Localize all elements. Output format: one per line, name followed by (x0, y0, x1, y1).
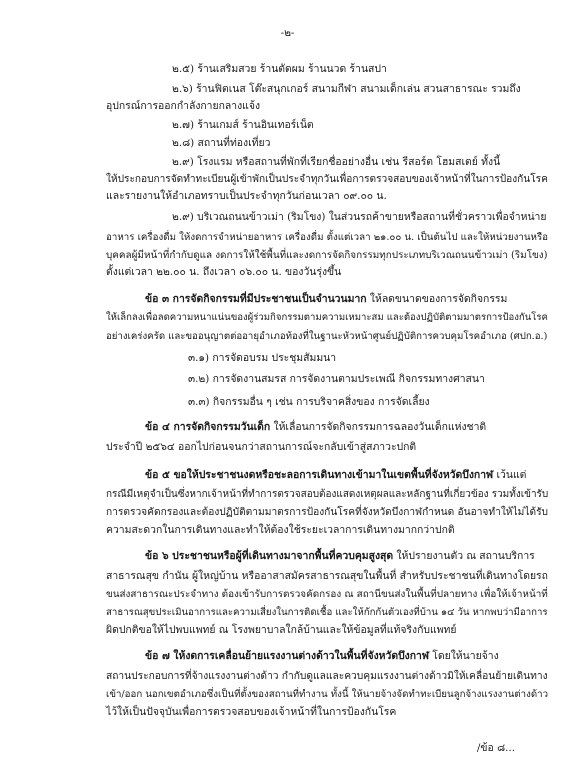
line-text: เว้นแต่ (493, 469, 527, 481)
line-text: ให้เล็กลงเพื่อลดความหนาแน่นของผู้ร่วมกิจกรรมตามความเหมาะสม และต้องปฏิบัติตามมาตรการป้องกันโรค (106, 312, 548, 323)
text-line (106, 100, 260, 113)
text-line (172, 156, 500, 169)
text-line (106, 311, 548, 324)
text-line (172, 119, 314, 132)
line-text: อุปกรณ์การออกกำลังกายกลางแจ้ง (106, 100, 261, 112)
line-text: ให้ประกอบการจัดทำทะเบียนผู้เข้าพักเป็นประจำทุกวันเพื่อการตรวจสอบของเจ้าหน้าที่ในการป้องกันโรค (106, 174, 548, 185)
clause-heading: ข้อ ๓ การจัดกิจกรรมที่มีประชาชนเป็นจำนวนมาก (145, 293, 367, 305)
text-line (106, 606, 548, 619)
line-text: สาธารณสุขประเมินอาการและความเสี่ยงในการติดเชื้อ และให้กักกันตัวเองที่บ้าน ๑๔ วัน หากพบว่ามีอาการ (106, 607, 548, 618)
line-text: ๒.๘) สถานที่ท่องเที่ยว (172, 137, 271, 149)
text-line (145, 421, 486, 434)
line-text: ความสะดวกในการเดินทางและทำให้ต้องใช้ระยะเวลาการเดินทางมากกว่าปกติ (106, 524, 455, 536)
line-text: สาธารณสุข กำนัน ผู้ใหญ่บ้าน หรืออาสาสมัครสาธารณสุขในพื้นที่ สำหรับประชาชนที่เดินทางโดยรถ (106, 570, 548, 582)
text-line (172, 211, 546, 224)
text-line (106, 231, 548, 244)
line-text: สถานประกอบการที่จ้างแรงงานต่างด้าว กำกับดูแลและควบคุมแรงงานต่างด้าวมิให้เคลื่อนย้ายเดินทาง (106, 671, 548, 682)
line-text: และรายงานให้อำเภอทราบเป็นประจำทุกวันก่อนเวลา ๐๙.๐๐ น. (106, 190, 387, 202)
text-line (106, 570, 548, 583)
line-text: ให้ลดขนาดของการจัดกิจกรรม (366, 293, 508, 305)
clause-heading: ข้อ ๕ ขอให้ประชาชนงดหรือชะลอการเดินทางเข้ามาในเขตพื้นที่จังหวัดบึงกาฬ (145, 469, 494, 481)
text-line (188, 373, 485, 386)
line-text: ให้ปรายงานตัว ณ สถานบริการ (393, 550, 535, 562)
line-text: ตั้งแต่เวลา ๒๒.๐๐ น. ถึงเวลา ๐๖.๐๐ น. ของวันรุ่งขึ้น (106, 266, 342, 278)
line-text: อาหาร เครื่องดื่ม ให้งดการจำหน่ายอาหาร เครื่องดื่ม ตั้งแต่เวลา ๒๑.๐๐ น. เป็นต้นไป และให้หน่วยงานหรือ (106, 232, 549, 243)
text-line (188, 352, 336, 365)
text-line (106, 706, 396, 719)
text-line (106, 173, 548, 186)
text-line (172, 83, 521, 96)
text-line (145, 650, 499, 663)
line-text: ประจำปี ๒๕๖๔ ออกไปก่อนจนกว่าสถานการณ์จะกลับเข้าสู่สภาวะปกติ (106, 441, 417, 453)
text-line (172, 137, 270, 150)
line-text: ๓.๒) การจัดงานสมรส การจัดงานตามประเพณี กิจกรรมทางศาสนา (188, 373, 485, 385)
line-text: กรณีมีเหตุจำเป็นซึ่งหากเจ้าหน้าที่ทำการตรวจสอบต้องแสดงเหตุผลและหลักฐานที่เกี่ยวข้อง รวมทั้งเข้ารับ (106, 489, 549, 500)
line-text: ๒.๗) ร้านเกมส์ ร้านอินเทอร์เน็ต (172, 119, 314, 131)
text-line (106, 588, 548, 601)
text-line (172, 63, 387, 76)
text-line (106, 330, 547, 343)
continuation-footer: /ข้อ ๘... (476, 742, 515, 754)
text-line (145, 293, 507, 306)
line-text: ๓.๓) กิจกรรมอื่น ๆ เช่น การบริจาคสิ่งของ การจัดเลี้ยง (188, 396, 430, 408)
line-text: การตรวจคัดกรองและต้องปฏิบัติตามมาตรการป้องกันโรคที่จังหวัดบึงกาฬกำหนด อันอาจทำให้ไม่ได้รับ (106, 507, 549, 518)
line-text: ไว้ให้เป็นปัจจุบันเพื่อการตรวจสอบของเจ้าหน้าที่ในการป้องกันโรค (106, 706, 397, 718)
text-line (145, 469, 526, 482)
line-text: อย่างเคร่งครัด และขออนุญาตต่ออายุอำเภอท้องที่ในฐานะหัวหน้าศูนย์ปฏิบัติการควบคุมโรคอำเภอ (ศปก.อ.) (106, 331, 548, 342)
clause-heading: ข้อ ๗ ให้งดการเคลื่อนย้ายแรงงานต่างด้าวในพื้นที่จังหวัดบึงกาฬ (145, 650, 429, 662)
line-text: ๓.๑) การจัดอบรม ประชุมสัมมนา (188, 352, 337, 364)
clause-heading: ข้อ ๔ การจัดกิจกรรมวันเด็ก (145, 421, 271, 433)
line-text: ๒.๕) ร้านเสริมสวย ร้านตัดผม ร้านนวด ร้านสปา (172, 63, 387, 75)
line-text: ๒.๖) ร้านฟิตเนส โต๊ะสนุกเกอร์ สนามกีฬา สนามเด็กเล่น สวนสาธารณะ รวมถึง (172, 83, 521, 95)
text-line (106, 441, 416, 454)
line-text: บุคคลผู้มีหน้าที่กำกับดูแล งดการให้ใช้พื้นที่และงดการจัดกิจกรรมทุกประเภทบริเวณถนนข้าวเม่า (ริมโขง) (106, 250, 548, 261)
line-text: ๒.๙) บริเวณถนนข้าวเม่า (ริมโขง) ในส่วนรถค้าขายหรือสถานที่ชั่วคราวเพื่อจำหน่าย (172, 211, 547, 223)
text-line (106, 249, 548, 262)
line-text: โดยให้นายจ้าง (428, 650, 499, 662)
line-text: เข้า/ออก นอกเขตอำเภอซึ่งเป็นที่ตั้งของสถานที่ทำงาน ทั้งนี้ ให้นายจ้างจัดทำทะเบียนลูกจ้างแรงงานต่างด้าว (106, 689, 549, 700)
line-text: ๒.๙) โรงแรม หรือสถานที่พักที่เรียกชื่ออย่างอื่น เช่น รีสอร์ต โฮมสเตย์ ทั้งนี้ (172, 156, 501, 168)
text-line (106, 624, 456, 637)
text-line (106, 670, 548, 683)
line-text: ขนส่งสาธารณะประจำทาง ต้องเข้ารับการตรวจคัดกรอง ณ สถานีขนส่งในพื้นที่ปลายทาง เพื่อให้เจ้าหน้าที่ (106, 589, 548, 600)
text-line (106, 190, 387, 203)
text-line (106, 506, 548, 519)
text-line (106, 524, 455, 537)
line-text: ให้เลื่อนการจัดกิจกรรมการฉลองวันเด็กแห่งชาติ (270, 421, 487, 433)
text-line (145, 550, 535, 563)
clause-heading: ข้อ ๖ ประชาชนหรือผู้ที่เดินทางมาจากพื้นที่ควบคุมสูงสุด (145, 550, 394, 562)
text-line (106, 266, 341, 279)
text-line (106, 688, 548, 701)
text-line (106, 488, 548, 501)
text-line (188, 396, 430, 409)
page-number: -๒- (280, 27, 295, 39)
line-text: ผิดปกติขอให้ไปพบแพทย์ ณ โรงพยาบาลใกล้บ้านและให้ข้อมูลที่แท้จริงกับแพทย์ (106, 624, 457, 636)
